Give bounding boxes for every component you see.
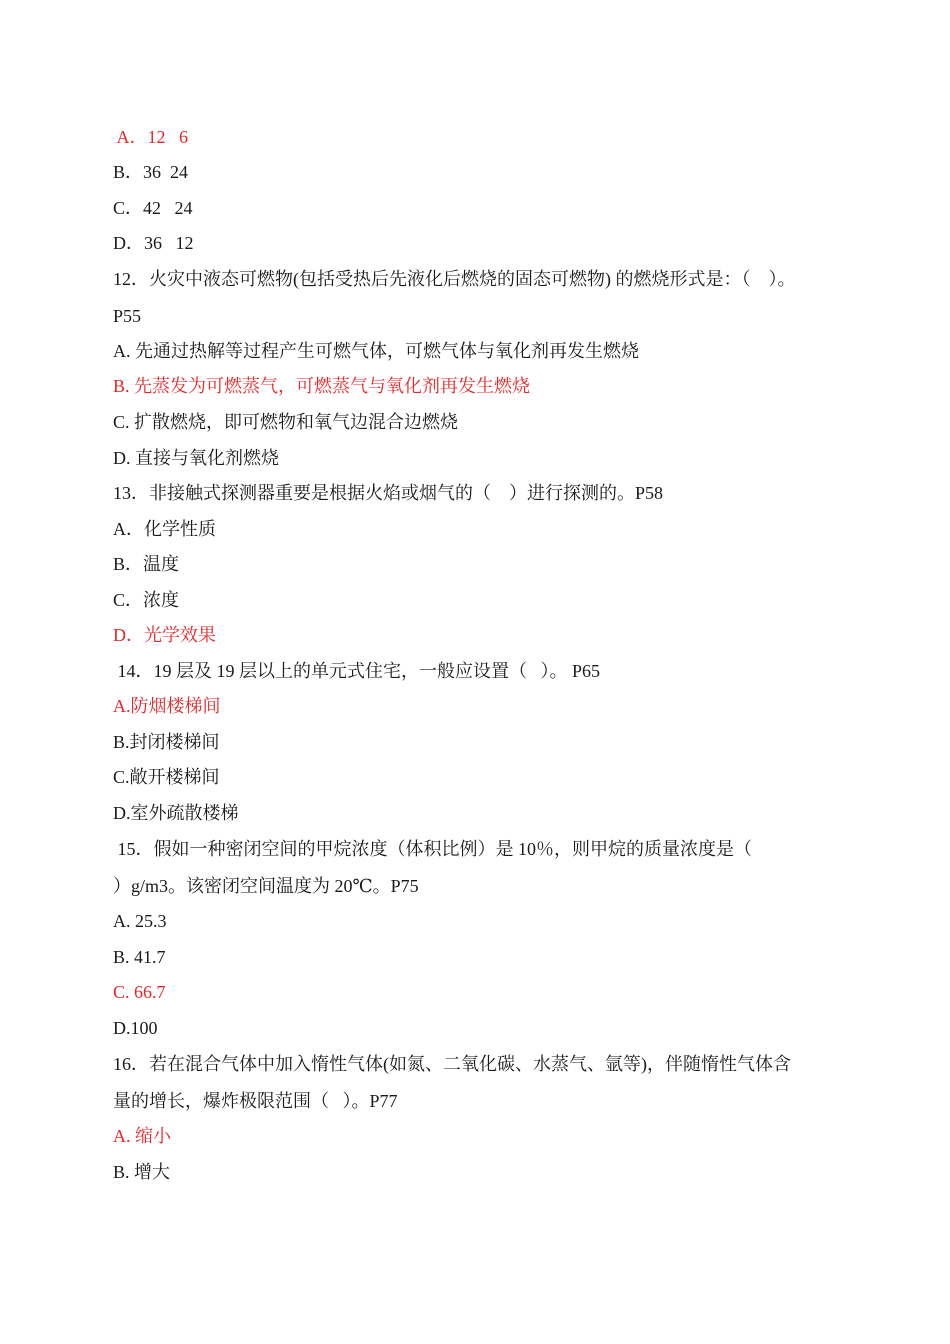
option: A. 先通过热解等过程产生可燃气体，可燃气体与氧化剂再发生燃烧 [113,341,639,361]
option: B.封闭楼梯间 [113,732,220,752]
question-15-continued: ）g/m3。该密闭空间温度为 20℃。P75 [113,876,419,896]
option: D.100 [113,1018,158,1038]
option: B. 增大 [113,1162,171,1182]
option: A．化学性质 [113,519,216,539]
question-16-continued: 量的增长，爆炸极限范围（ ）。P77 [113,1091,398,1111]
option: B．36 24 [113,162,189,182]
option: B. 41.7 [113,947,166,967]
question-13: 13．非接触式探测器重要是根据火焰或烟气的（ ）进行探测的。P58 [113,483,664,503]
option: C.敞开楼梯间 [113,767,220,787]
question-16: 16．若在混合气体中加入惰性气体(如氮、二氧化碳、水蒸气、氩等)，伴随惰性气体含 [113,1054,791,1074]
question-12: 12．火灾中液态可燃物(包括受热后先液化后燃烧的固态可燃物) 的燃烧形式是：（ ）。 [113,269,796,289]
option: A. 25.3 [113,911,167,931]
option-answer: B. 先蒸发为可燃蒸气，可燃蒸气与氧化剂再发生燃烧 [113,376,531,396]
option: C. 扩散燃烧，即可燃物和氧气边混合边燃烧 [113,412,459,432]
option-answer: A. 缩小 [113,1126,171,1146]
option-answer: D．光学效果 [113,625,216,645]
question-14: 14．19 层及 19 层以上的单元式住宅，一般应设置（ ）。 P65 [113,661,601,681]
option: D．36 12 [113,233,194,253]
option-answer: A.防烟楼梯间 [113,696,221,716]
option: D.室外疏散楼梯 [113,803,239,823]
question-12-page-ref: P55 [113,306,142,326]
option-answer: A．12 6 [113,127,189,147]
option: C．浓度 [113,590,180,610]
question-15: 15．假如一种密闭空间的甲烷浓度（体积比例）是 10％，则甲烷的质量浓度是（ [113,839,752,859]
option: B．温度 [113,554,180,574]
option-answer: C. 66.7 [113,982,166,1002]
option: D. 直接与氧化剂燃烧 [113,448,279,468]
option: C．42 24 [113,198,193,218]
